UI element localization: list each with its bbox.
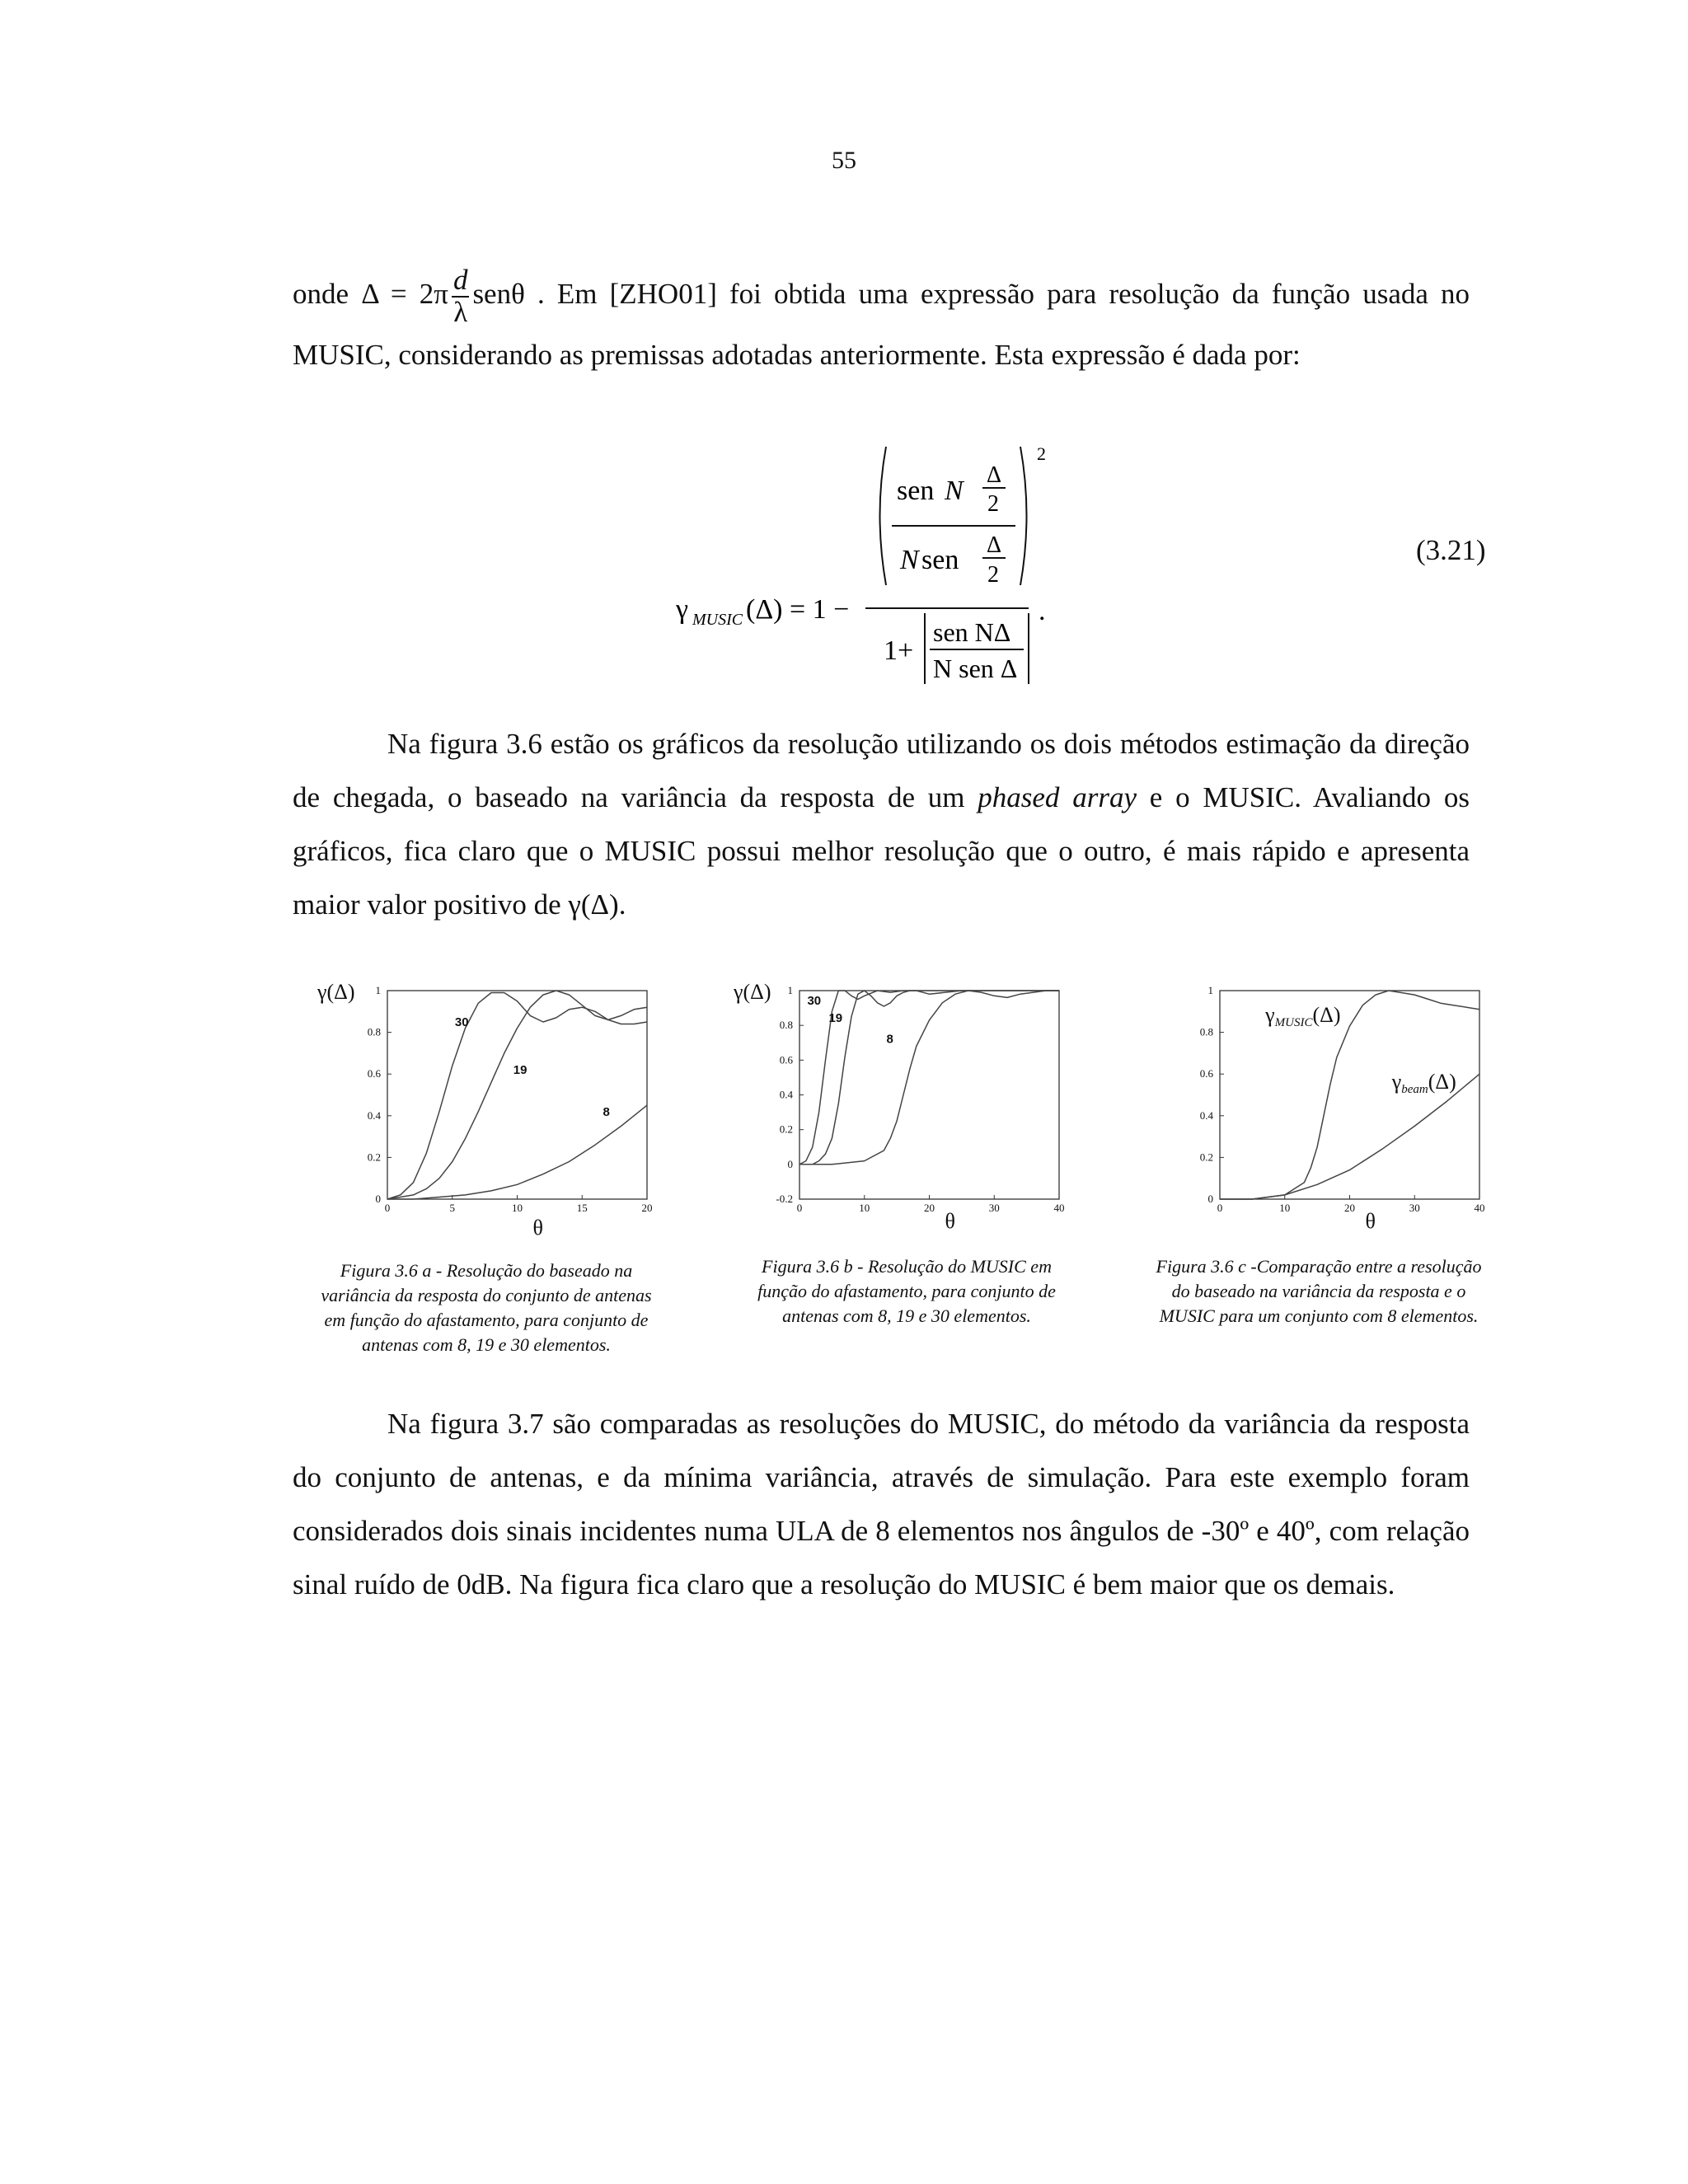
series-label-19: 19	[828, 1010, 843, 1025]
frac-num: d	[452, 264, 468, 296]
x-tick-label: 10	[859, 1202, 870, 1214]
delta-expression	[361, 264, 525, 328]
x-tick-label: 20	[924, 1202, 935, 1214]
delta-expr-left: Δ = 2π	[361, 277, 448, 310]
y-tick-label: 0.4	[779, 1088, 793, 1101]
intro-prefix: onde	[293, 277, 349, 310]
y-tick-label: 0.2	[367, 1151, 381, 1164]
chart-figure-3-6a	[305, 972, 692, 1244]
inner-num-sen: sen	[897, 476, 935, 506]
x-tick-label: 20	[641, 1202, 653, 1214]
page-number: 55	[832, 147, 856, 174]
inner-num-n: N	[945, 476, 964, 506]
x-tick-label: 0	[796, 1202, 803, 1214]
y-tick-label: 0.8	[779, 1019, 793, 1032]
x-tick-label: 0	[384, 1202, 391, 1214]
series-label-19: 19	[513, 1063, 528, 1078]
para2-end: .	[618, 888, 626, 921]
denom-one-plus: 1+	[884, 635, 914, 666]
x-tick-label: 30	[1409, 1202, 1420, 1214]
caption-c-line: Figura 3.6 c -Comparação entre a resolução	[1156, 1256, 1482, 1277]
music-label: γMUSIC(Δ)	[1265, 1002, 1341, 1029]
caption-a-line: variância da resposta do conjunto de antenas	[321, 1285, 652, 1305]
y-axis-title: γ(Δ)	[317, 980, 355, 1004]
caption-b-line: antenas com 8, 19 e 30 elementos.	[782, 1305, 1031, 1326]
eq-period: .	[1039, 596, 1046, 626]
lhs-arg: (Δ) = 1 −	[746, 594, 850, 625]
x-axis-title: θ	[532, 1216, 543, 1240]
x-tick-label: 10	[1279, 1202, 1291, 1214]
inner-den-delta: Δ	[987, 532, 1002, 558]
series-line-30	[387, 993, 647, 1200]
para2-gamma: γ(Δ)	[568, 888, 619, 921]
abs-den: N sen Δ	[933, 654, 1018, 683]
plot-frame	[1220, 991, 1479, 1199]
caption-c-line: do baseado na variância da resposta e o	[1171, 1281, 1466, 1301]
caption-b-line: Figura 3.6 b - Resolução do MUSIC em	[762, 1256, 1052, 1277]
y-tick-label: 0.8	[367, 1025, 381, 1038]
lhs-gamma: γ	[676, 594, 689, 625]
x-tick-label: 20	[1344, 1202, 1355, 1214]
inner-num-two: 2	[987, 491, 999, 517]
paragraph-figure-3-6	[293, 717, 1470, 931]
para2-part2: e o MUSIC. Avaliando os gráficos, fica claro que o MUSIC possui melhor resolução que o outro, é mais rápido e apresenta maior valor positivo de	[293, 781, 1470, 921]
paragraph-figure-3-7: Na figura 3.7 são comparadas as resoluções do MUSIC, do método da variância da resposta do conjunto de antenas, e da mínima variância, através de simulação. Para este exemplo foram considerados dois sinais incidentes numa ULA de 8 elementos nos ângulos de -30º e 40º, com relação sinal ruído de 0dB. Na figura fica claro que a resolução do MUSIC é bem maior que os demais.	[293, 1408, 1470, 1601]
series-label-30: 30	[807, 993, 822, 1008]
y-axis-title: γ(Δ)	[734, 980, 771, 1004]
left-paren	[880, 447, 887, 585]
y-tick-label: 1	[787, 984, 793, 996]
intro-paragraph	[293, 265, 1470, 382]
y-tick-label: 0.4	[1199, 1108, 1213, 1122]
inner-den-n: N	[900, 545, 919, 575]
intro-line1-rest: . Em [ZHO01] foi obtida uma expressão para resolução da função usada	[537, 277, 1428, 310]
chart-figure-3-6b	[721, 972, 1109, 1244]
caption-a-line: Figura 3.6 a - Resolução do baseado na	[340, 1260, 633, 1281]
d-over-lambda	[452, 265, 470, 328]
caption-a-line: antenas com 8, 19 e 30 elementos.	[362, 1334, 611, 1355]
y-tick-label: 0.8	[1199, 1025, 1213, 1038]
y-tick-label: 0.6	[779, 1053, 793, 1066]
para2-italic: phased array	[978, 781, 1137, 813]
para2-part1: Na figura 3.6 estão os gráficos da resolução utilizando os dois métodos estimação da direção de chegada, o baseado na variância da resposta de um	[293, 728, 1470, 813]
caption-figure-3-6a	[288, 1258, 684, 1357]
abs-num: sen NΔ	[933, 617, 1011, 647]
frac-den: λ	[453, 295, 468, 328]
power: 2	[1037, 443, 1046, 464]
series-line-19	[387, 991, 647, 1199]
plot-frame	[387, 991, 647, 1199]
y-tick-label: 0.2	[1199, 1151, 1213, 1164]
caption-figure-3-6c	[1121, 1254, 1517, 1329]
series-label-8: 8	[603, 1104, 610, 1119]
x-tick-label: 5	[449, 1202, 455, 1214]
x-tick-label: 40	[1474, 1202, 1485, 1214]
equation-3-21	[676, 437, 1088, 701]
y-tick-label: -0.2	[776, 1193, 793, 1205]
inner-den-two: 2	[987, 562, 999, 588]
series-line-γMUSIC(Δ)	[1220, 991, 1479, 1199]
equation-number: (3.21)	[1416, 534, 1486, 566]
x-tick-label: 0	[1217, 1202, 1223, 1214]
inner-den-sen: sen	[921, 545, 959, 575]
beam-label: γbeam(Δ)	[1391, 1069, 1456, 1096]
x-axis-title: θ	[1365, 1209, 1376, 1233]
y-tick-label: 0	[1207, 1193, 1213, 1205]
y-tick-label: 1	[1207, 984, 1213, 996]
y-tick-label: 0.4	[367, 1108, 381, 1122]
caption-c-line: MUSIC para um conjunto com 8 elementos.	[1159, 1305, 1479, 1326]
caption-b-line: função do afastamento, para conjunto de	[757, 1281, 1056, 1301]
x-tick-label: 30	[988, 1202, 1000, 1214]
series-label-8: 8	[886, 1032, 893, 1047]
x-axis-title: θ	[945, 1209, 955, 1233]
inner-num-delta: Δ	[987, 462, 1002, 488]
x-tick-label: 10	[512, 1202, 523, 1214]
y-tick-label: 0.6	[1199, 1067, 1213, 1080]
x-tick-label: 40	[1053, 1202, 1065, 1214]
y-tick-label: 0.2	[779, 1122, 793, 1136]
y-tick-label: 0.6	[367, 1067, 381, 1080]
delta-expr-right: senθ	[472, 277, 525, 310]
lhs-sub: MUSIC	[692, 611, 743, 629]
caption-a-line: em função do afastamento, para conjunto de	[324, 1310, 649, 1330]
series-label-30: 30	[454, 1015, 469, 1030]
intro-line2: no MUSIC, considerando as premissas adotadas anteriormente. Esta expressão é dada por:	[293, 277, 1470, 371]
y-tick-label: 0	[787, 1157, 793, 1170]
y-tick-label: 1	[375, 984, 381, 996]
caption-figure-3-6b	[709, 1254, 1104, 1329]
y-tick-label: 0	[375, 1193, 381, 1205]
x-tick-label: 15	[576, 1202, 588, 1214]
right-paren	[1020, 447, 1027, 585]
chart-figure-3-6c	[1146, 972, 1533, 1244]
